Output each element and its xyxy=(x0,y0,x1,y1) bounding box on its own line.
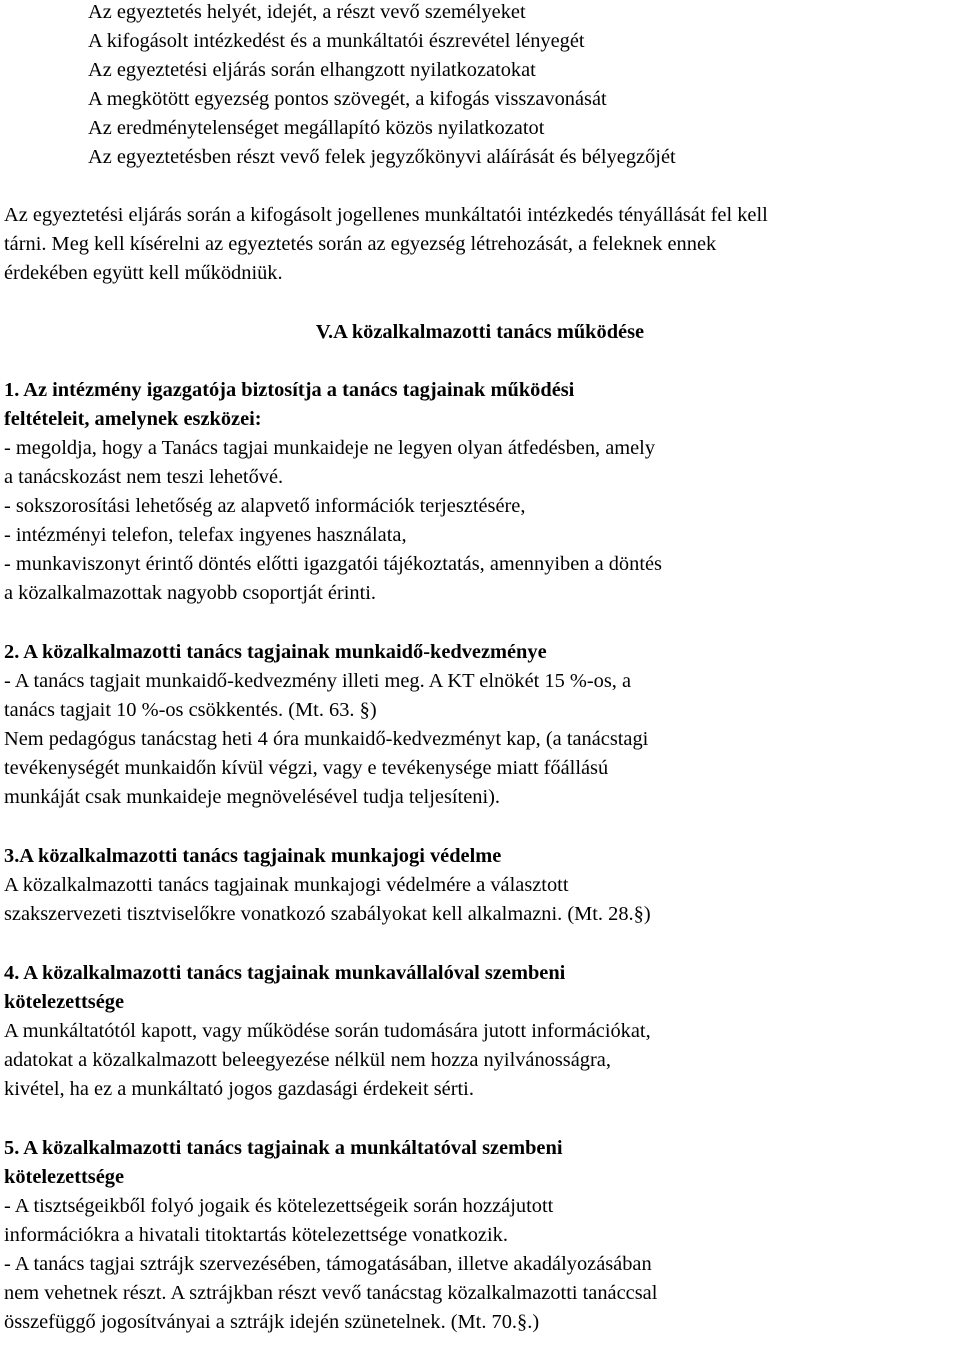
section-heading: 4. A közalkalmazotti tanács tagjainak munkavállalóval szembeni xyxy=(4,962,566,984)
paragraph-line: összefüggő jogosítványai a sztrájk idején szünetelnek. (Mt. 70.§.) xyxy=(4,1311,540,1333)
paragraph-line: - A tanács tagjai sztrájk szervezésében, támogatásában, illetve akadályozásában xyxy=(4,1253,652,1275)
paragraph-line: nem vehetnek részt. A sztrájkban részt vevő tanácstag közalkalmazotti tanáccsal xyxy=(4,1282,658,1304)
paragraph-line: tevékenységét munkaidőn kívül végzi, vagy e tevékenysége miatt főállású xyxy=(4,757,609,779)
section-heading: 1. Az intézmény igazgatója biztosítja a tanács tagjainak működési xyxy=(4,379,575,401)
section-title: V.A közalkalmazotti tanács működése xyxy=(315,321,645,343)
paragraph-line: érdekében együtt kell működniük. xyxy=(4,262,283,284)
paragraph-line: munkáját csak munkaideje megnövelésével tudja teljesíteni). xyxy=(4,786,501,808)
section-heading: kötelezettsége xyxy=(4,991,125,1013)
paragraph-line: - A tanács tagjait munkaidő-kedvezmény illeti meg. A KT elnökét 15 %-os, a xyxy=(4,670,632,692)
paragraph-line: - intézményi telefon, telefax ingyenes használata, xyxy=(4,524,407,546)
paragraph-line: A munkáltatótól kapott, vagy működése során tudomására jutott információkat, xyxy=(4,1020,651,1042)
section-heading: kötelezettsége xyxy=(4,1166,125,1188)
section-heading: 2. A közalkalmazotti tanács tagjainak munkaidő-kedvezménye xyxy=(4,641,547,663)
list-item: Az egyeztetési eljárás során elhangzott nyilatkozatokat xyxy=(88,59,536,81)
paragraph-line: kivétel, ha ez a munkáltató jogos gazdasági érdekeit sérti. xyxy=(4,1078,474,1100)
paragraph-line: - megoldja, hogy a Tanács tagjai munkaideje ne legyen olyan átfedésben, amely xyxy=(4,437,656,459)
paragraph-line: A közalkalmazotti tanács tagjainak munkajogi védelmére a választott xyxy=(4,874,569,896)
section-heading: feltételeit, amelynek eszközei: xyxy=(4,408,262,430)
list-item: Az egyeztetésben részt vevő felek jegyzőkönyvi aláírását és bélyegzőjét xyxy=(88,146,676,168)
paragraph-line: adatokat a közalkalmazott beleegyezése nélkül nem hozza nyilvánosságra, xyxy=(4,1049,611,1071)
paragraph-line: Nem pedagógus tanácstag heti 4 óra munkaidő-kedvezményt kap, (a tanácstagi xyxy=(4,728,649,750)
section-heading: 3.A közalkalmazotti tanács tagjainak munkajogi védelme xyxy=(4,845,502,867)
paragraph-line: információkra a hivatali titoktartás kötelezettsége vonatkozik. xyxy=(4,1224,508,1246)
list-item: Az eredménytelenséget megállapító közös nyilatkozatot xyxy=(88,117,545,139)
paragraph-line: szakszervezeti tisztviselőkre vonatkozó szabályokat kell alkalmazni. (Mt. 28.§) xyxy=(4,903,651,925)
paragraph-line: a tanácskozást nem teszi lehetővé. xyxy=(4,466,284,488)
list-item: A megkötött egyezség pontos szövegét, a kifogás visszavonását xyxy=(88,88,607,110)
paragraph-line: - munkaviszonyt érintő döntés előtti igazgatói tájékoztatás, amennyiben a döntés xyxy=(4,553,662,575)
section-heading: 5. A közalkalmazotti tanács tagjainak a munkáltatóval szembeni xyxy=(4,1137,563,1159)
paragraph-line: tanács tagjait 10 %-os csökkentés. (Mt. 63. §) xyxy=(4,699,377,721)
paragraph-line: - sokszorosítási lehetőség az alapvető információk terjesztésére, xyxy=(4,495,526,517)
paragraph-line: - A tisztségeikből folyó jogaik és kötelezettségeik során hozzájutott xyxy=(4,1195,554,1217)
paragraph-line: a közalkalmazottak nagyobb csoportját érinti. xyxy=(4,582,376,604)
list-item: A kifogásolt intézkedést és a munkáltatói észrevétel lényegét xyxy=(88,30,585,52)
list-item: Az egyeztetés helyét, idejét, a részt vevő személyeket xyxy=(88,1,526,23)
paragraph-line: tárni. Meg kell kísérelni az egyeztetés során az egyezség létrehozását, a feleknek ennek xyxy=(4,233,717,255)
paragraph-line: Az egyeztetési eljárás során a kifogásolt jogellenes munkáltatói intézkedés tényállását fel kell xyxy=(4,204,768,226)
